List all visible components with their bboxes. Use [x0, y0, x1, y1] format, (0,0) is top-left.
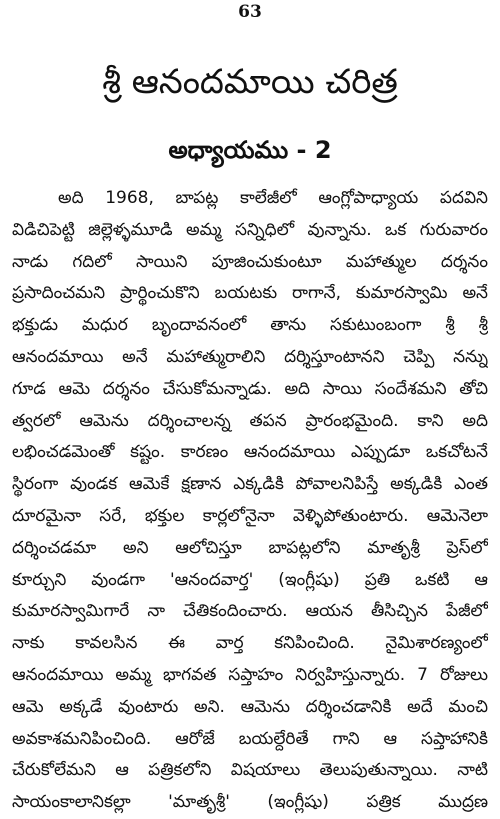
text-line: దర్శించడమా అని ఆలోచిస్తూ బాపట్లలోని మాతృశ్రీ ప్రెస్‌లో: [12, 537, 488, 558]
text-line: గూడ ఆమె దర్శనం చేసుకోమన్నాడు. అది సాయి సందేశమని తోచి: [12, 378, 488, 399]
text-line: నాడు గదిలో సాయిని పూజించుకుంటూ మహాత్ముల దర్శనం: [12, 251, 488, 272]
text-line: భక్తుడు మధుర బృందావనంలో తాను సకుటుంబంగా శ్రీ శ్రీ: [12, 315, 488, 336]
chapter-heading: అధ్యాయము - 2: [168, 136, 332, 164]
text-line: ఆమె అక్కడే వుంటారు అని. ఆమెను దర్శించడానికి అదే మంచి: [12, 696, 488, 717]
text-line: చేరుకోలేమని ఆ పత్రికలోని విషయాలు తెలుపుతున్నాయి. నాటి: [12, 760, 488, 781]
text-line: లభించడమెంతో కష్టం. కారణం ఆనందమాయి ఎప్పుడూ ఒకచోటనే: [12, 442, 488, 463]
text-line: అవకాశమనిపించింది. ఆరోజే బయల్దేరితే గాని ఆ సప్తాహానికి: [12, 728, 488, 749]
text-line: కుమారస్వామిగారే నా చేతికందించారు. ఆయన తీసిచ్చిన పేజీలో: [12, 601, 488, 622]
text-line: సాయంకాలానికల్లా 'మాతృశ్రీ' (ఇంగ్లీషు) పత్రిక ముద్రణ: [12, 792, 488, 813]
text-line: త్వరలో ఆమెను దర్శించాలన్న తపన ప్రారంభమైంది. కాని అది: [12, 410, 488, 431]
text-line: ఆనందమాయి అమ్మ భాగవత సప్తాహం నిర్వహిస్తున్నారు. 7 రోజులు: [12, 664, 488, 685]
text-line: నాకు కావలసిన ఈ వార్త కనిపించింది. నైమిశారణ్యంలో: [12, 633, 488, 654]
text-line: విడిచిపెట్టి జిల్లెళ్ళమూడి అమ్మ సన్నిధిలో వున్నాను. ఒక గురువారం: [12, 219, 488, 240]
body-text: [12, 183, 488, 819]
text-line: ప్రసాదించమని ప్రార్థించుకొని బయటకు రాగానే, కుమారస్వామి అనే: [12, 283, 488, 304]
text-line: కూర్చుని వుండగా 'ఆనందవార్త' (ఇంగ్లీషు) ప్రతి ఒకటి ఆ: [12, 569, 488, 590]
text-line: దూరమైనా సరే, భక్తుల కార్లలోనైనా వెళ్ళిపోతుంటారు. ఆమెనెలా: [12, 505, 488, 526]
text-line: ఆనందమాయి అనే మహాత్మురాలిని దర్శిస్తూంటానని చెప్పి నన్ను: [12, 346, 488, 367]
text-line: స్థిరంగా వుండక ఆమెకే క్షణాన ఎక్కడికి పోవాలనిపిస్తే అక్కడికి ఎంత: [12, 474, 488, 495]
book-title: శ్రీ ఆనందమాయి చరిత్ర: [102, 62, 398, 102]
text-line: అది 1968, బాపట్ల కాలేజీలో ఆంగ్లోపాధ్యాయ పదవిని: [58, 188, 488, 208]
page-number: 63: [238, 2, 262, 22]
